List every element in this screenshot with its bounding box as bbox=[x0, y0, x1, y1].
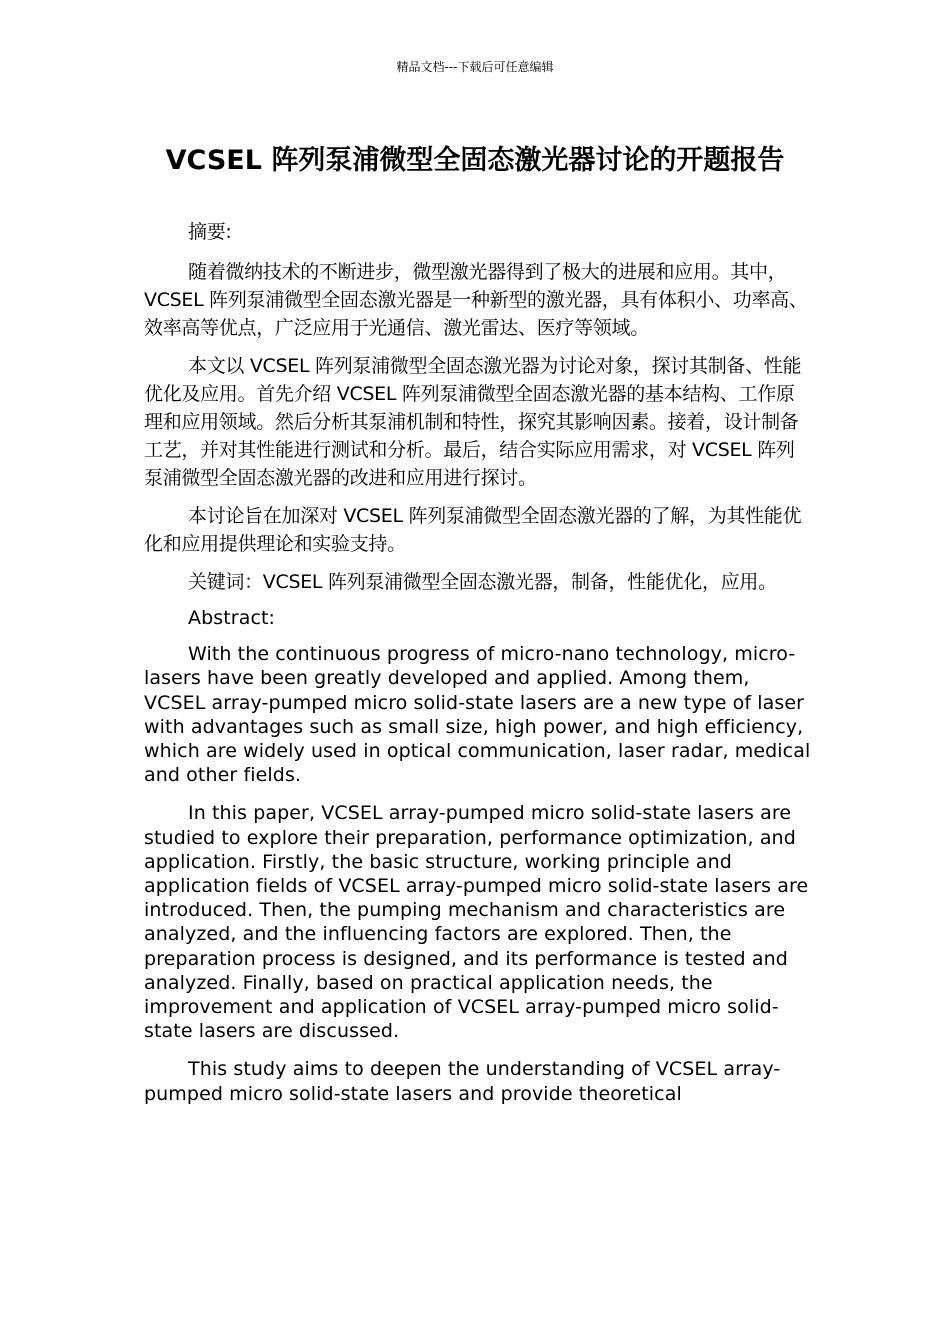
document-title: VCSEL 阵列泵浦微型全固态激光器讨论的开题报告 bbox=[165, 145, 785, 176]
paragraph-en-3: This study aims to deepen the understanding of VCSEL array-pumped micro solid-state lasers and provide theoretical bbox=[144, 1058, 781, 1105]
paragraph-en-2: In this paper, VCSEL array-pumped micro solid-state lasers are studied to explore their preparation, performance optimization, and application. Firstly, the basic structure, working principle and application fields of VCSEL array-pumped micro solid-state lasers are introduced. Then, the pumping mechanism and characteristics are analyzed, and the influencing factors are explored. Then, the preparation process is designed, and its performance is tested and analyzed. Finally, based on practical application needs, the improvement and application of VCSEL array-pumped micro solid-state lasers are discussed. bbox=[144, 802, 809, 1043]
paragraph-en-1: With the continuous progress of micro-nano technology, micro-lasers have been greatly developed and applied. Among them, VCSEL array-pumped micro solid-state lasers are a new type of laser with advantages such as small size, high power, and high efficiency, which are widely used in optical communication, laser radar, medical and other fields. bbox=[144, 643, 811, 787]
abstract-zh-label: 摘要: bbox=[188, 221, 232, 243]
keywords-zh: 关键词：VCSEL 阵列泵浦微型全固态激光器，制备，性能优化，应用。 bbox=[188, 571, 777, 593]
paragraph-zh-2: 本文以 VCSEL 阵列泵浦微型全固态激光器为讨论对象，探讨其制备、性能优化及应用。首先介绍 VCSEL 阵列泵浦微型全固态激光器的基本结构、工作原理和应用领域。然后分析其泵浦机制和特性，探究其影响因素。接着，设计制备工艺，并对其性能进行测试和分析。最后，结合实际应用需求，对 VCSEL 阵列泵浦微型全固态激光器的改进和应用进行探讨。 bbox=[144, 355, 802, 489]
paragraph-zh-3: 本讨论旨在加深对 VCSEL 阵列泵浦微型全固态激光器的了解，为其性能优化和应用提供理论和实验支持。 bbox=[144, 505, 802, 555]
abstract-en-label: Abstract: bbox=[188, 607, 276, 629]
document-body bbox=[144, 218, 812, 1120]
header-note: 精品文档---下载后可任意编辑 bbox=[396, 60, 554, 74]
paragraph-zh-1: 随着微纳技术的不断进步，微型激光器得到了极大的进展和应用。其中，VCSEL 阵列泵浦微型全固态激光器是一种新型的激光器，具有体积小、功率高、效率高等优点，广泛应用于光通信、激光雷达、医疗等领域。 bbox=[144, 261, 808, 339]
